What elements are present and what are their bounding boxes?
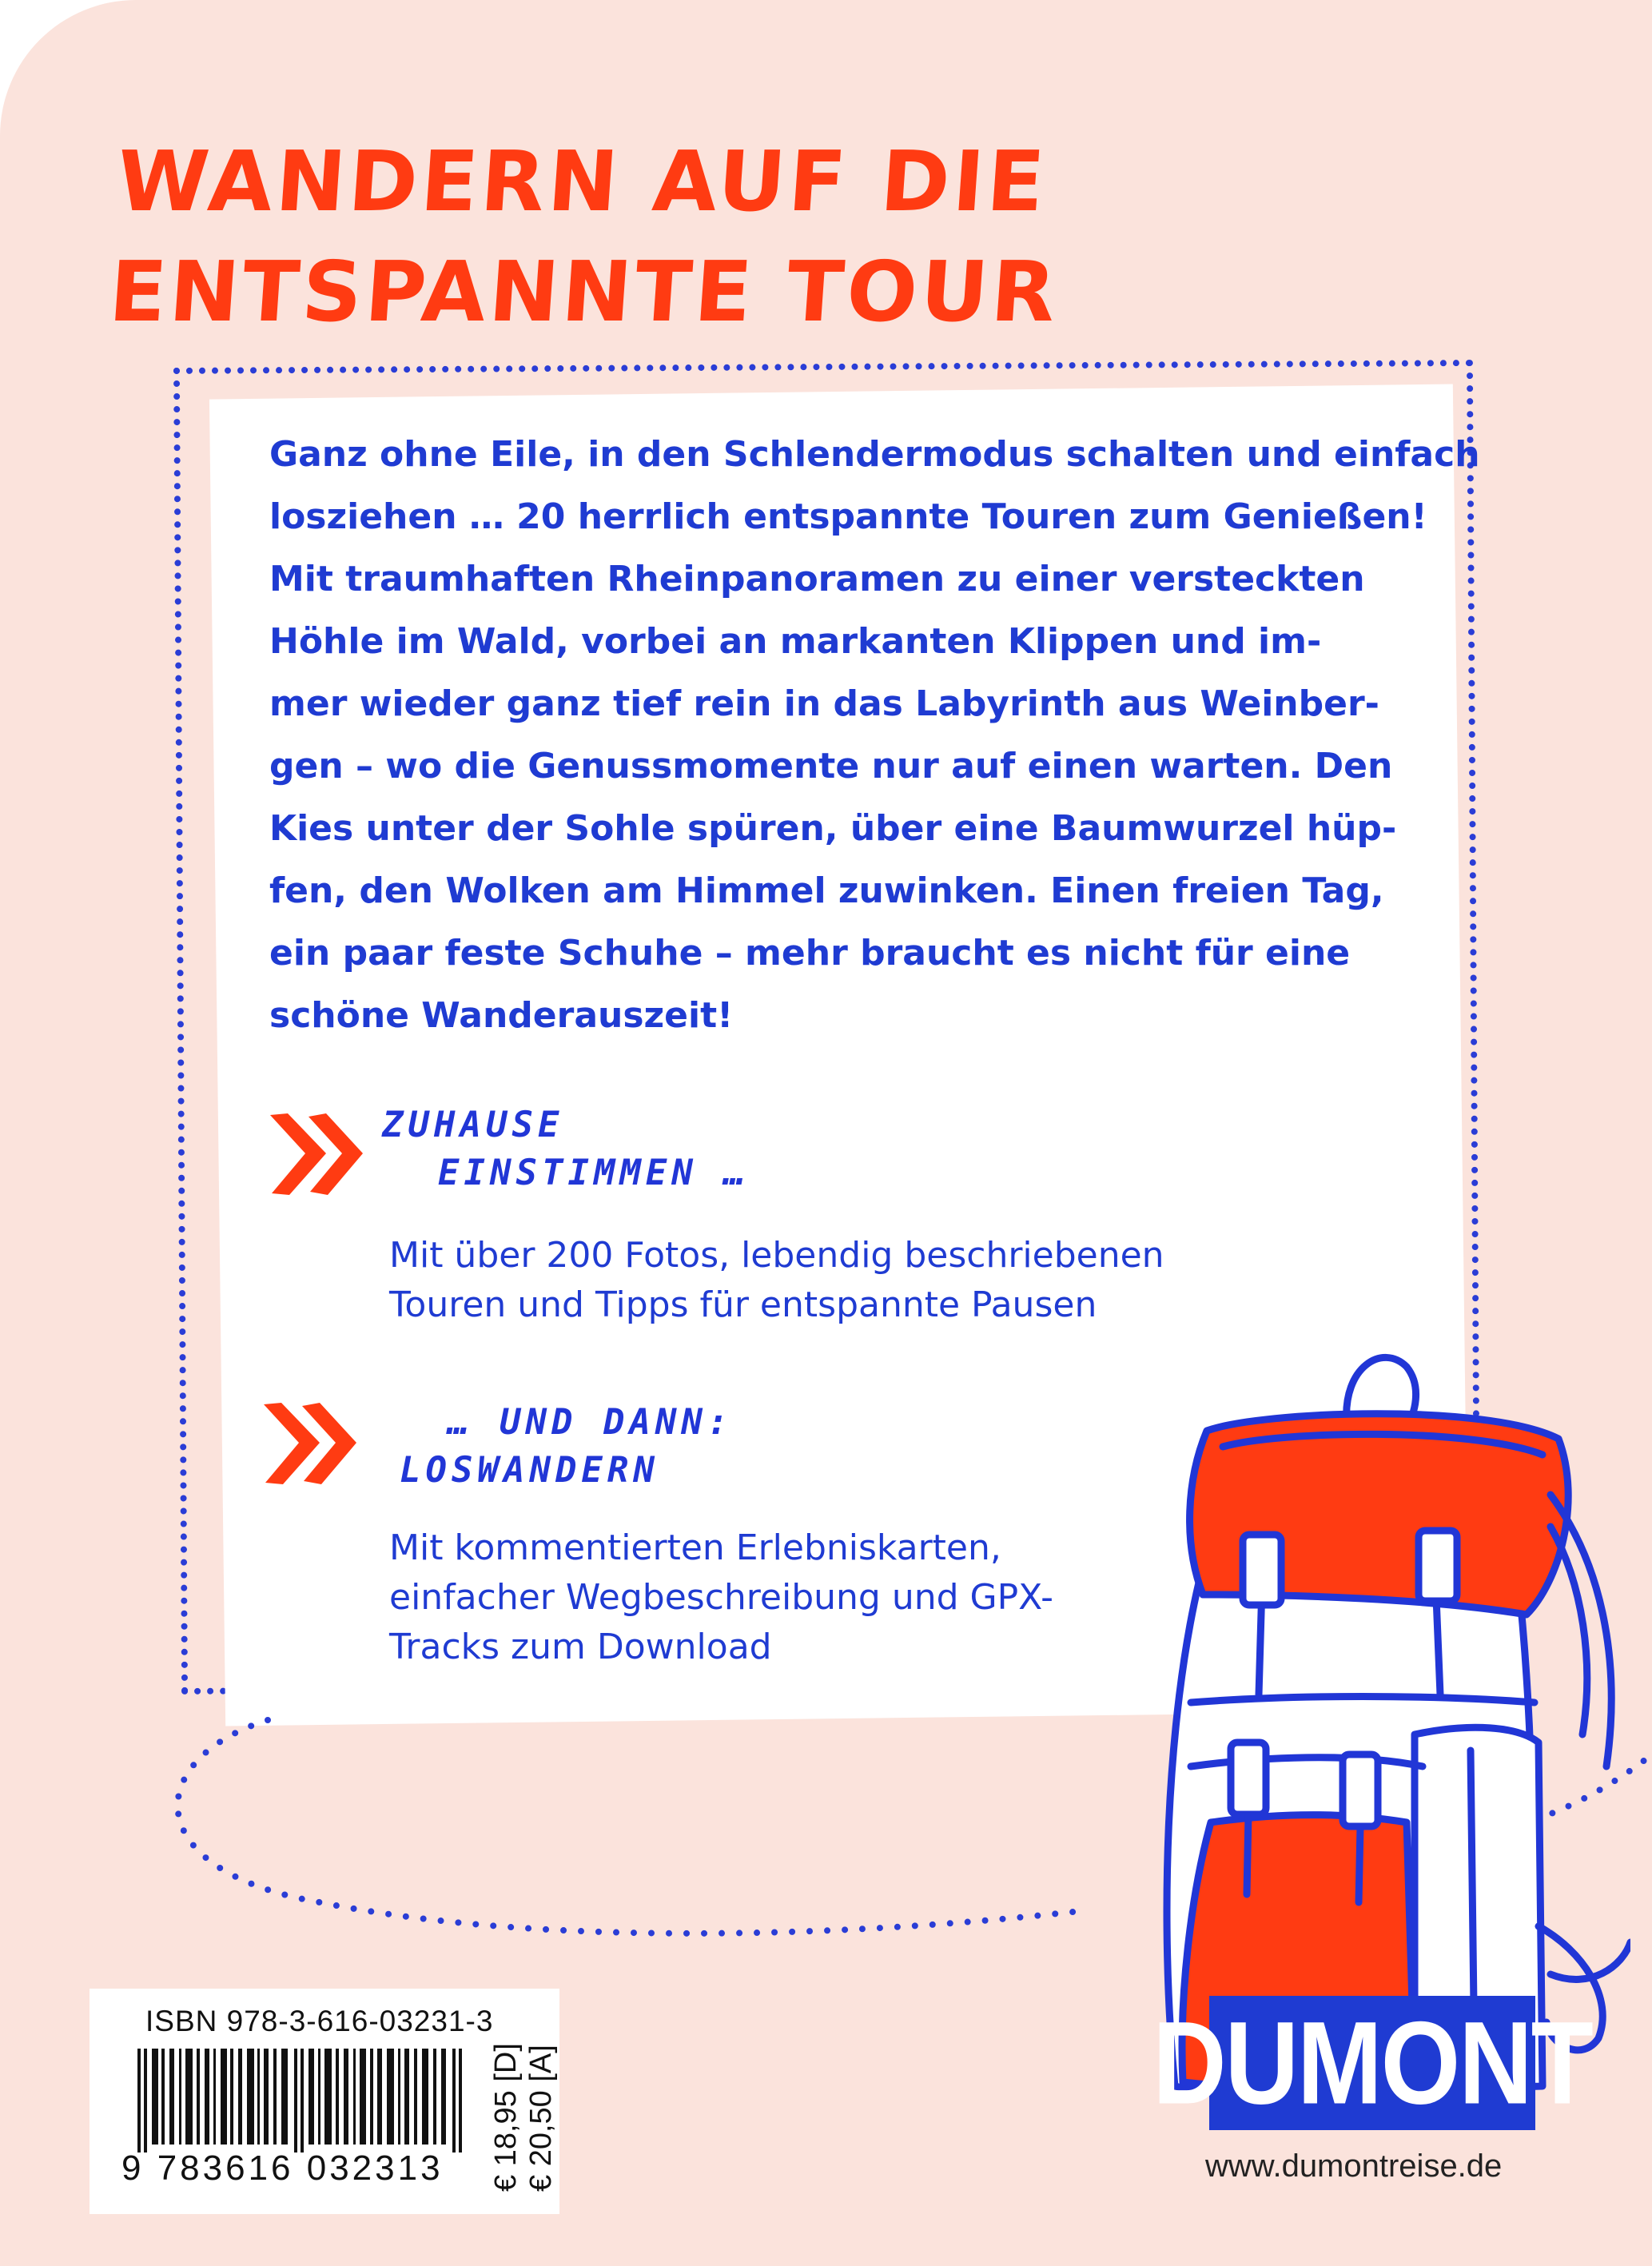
price-austria: € 20,50 [A] — [524, 2045, 558, 2192]
blurb-text — [269, 424, 1480, 1047]
feature-text-line: Touren und Tipps für entspannte Pausen — [389, 1284, 1097, 1325]
isbn-label: ISBN 978-3-616-03231-3 — [145, 2005, 494, 2037]
blurb-line: Kies unter der Sohle spüren, über eine Baumwurzel hüp- — [269, 808, 1397, 849]
price-germany: € 18,95 [D] — [489, 2043, 523, 2192]
blurb-line: losziehen … 20 herrlich entspannte Touren zum Genießen! — [269, 496, 1427, 537]
blurb-line: Mit traumhaften Rheinpanoramen zu einer versteckten — [269, 559, 1365, 599]
barcode-block — [90, 1989, 559, 2214]
blurb-line: fen, den Wolken am Himmel zuwinken. Einen freien Tag, — [269, 870, 1384, 911]
chevron-double-right-icon — [257, 1396, 361, 1492]
barcode-digits: 9 783616 032313 — [121, 2149, 444, 2188]
blurb-line: Höhle im Wald, vorbei an markanten Klippen und im- — [269, 621, 1322, 662]
title-line-2: ENTSPANNTE TOUR — [105, 243, 1062, 340]
price-block — [489, 2000, 558, 2200]
feature-text-line: einfacher Wegbeschreibung und GPX- — [389, 1577, 1053, 1618]
blurb-line: Ganz ohne Eile, in den Schlendermodus schalten und einfach — [269, 434, 1480, 475]
blurb-line: ein paar feste Schuhe – mehr braucht es nicht für eine — [269, 933, 1351, 974]
feature-text-line: Mit über 200 Fotos, lebendig beschriebenen — [389, 1235, 1164, 1276]
publisher-url: www.dumontreise.de — [1205, 2149, 1503, 2184]
feature-heading-line: ZUHAUSE — [382, 1105, 564, 1145]
feature-heading-line: EINSTIMMEN … — [438, 1153, 750, 1193]
feature-text-line: Mit kommentierten Erlebniskarten, — [389, 1527, 1001, 1568]
feature-text-1 — [389, 1231, 1164, 1330]
feature-heading-2 — [400, 1399, 733, 1495]
cover-title — [105, 126, 1070, 347]
feature-heading-1 — [382, 1101, 750, 1197]
barcode-bars — [137, 2049, 465, 2153]
feature-text-2 — [389, 1523, 1053, 1672]
feature-text-line: Tracks zum Download — [389, 1627, 772, 1667]
publisher-logo — [1152, 1996, 1592, 2130]
feature-heading-line: … UND DANN: — [448, 1402, 734, 1443]
blurb-line: mer wieder ganz tief rein in das Labyrinth aus Weinber- — [269, 683, 1379, 724]
blurb-line: schöne Wanderauszeit! — [269, 995, 734, 1036]
blurb-line: gen – wo die Genussmomente nur auf einen warten. Den — [269, 746, 1393, 787]
feature-heading-line: LOSWANDERN — [400, 1450, 659, 1491]
publisher-logo-text: DUMONT — [1152, 1997, 1592, 2129]
chevron-double-right-icon — [264, 1107, 368, 1203]
title-line-1: WANDERN AUF DIE — [113, 133, 1051, 230]
